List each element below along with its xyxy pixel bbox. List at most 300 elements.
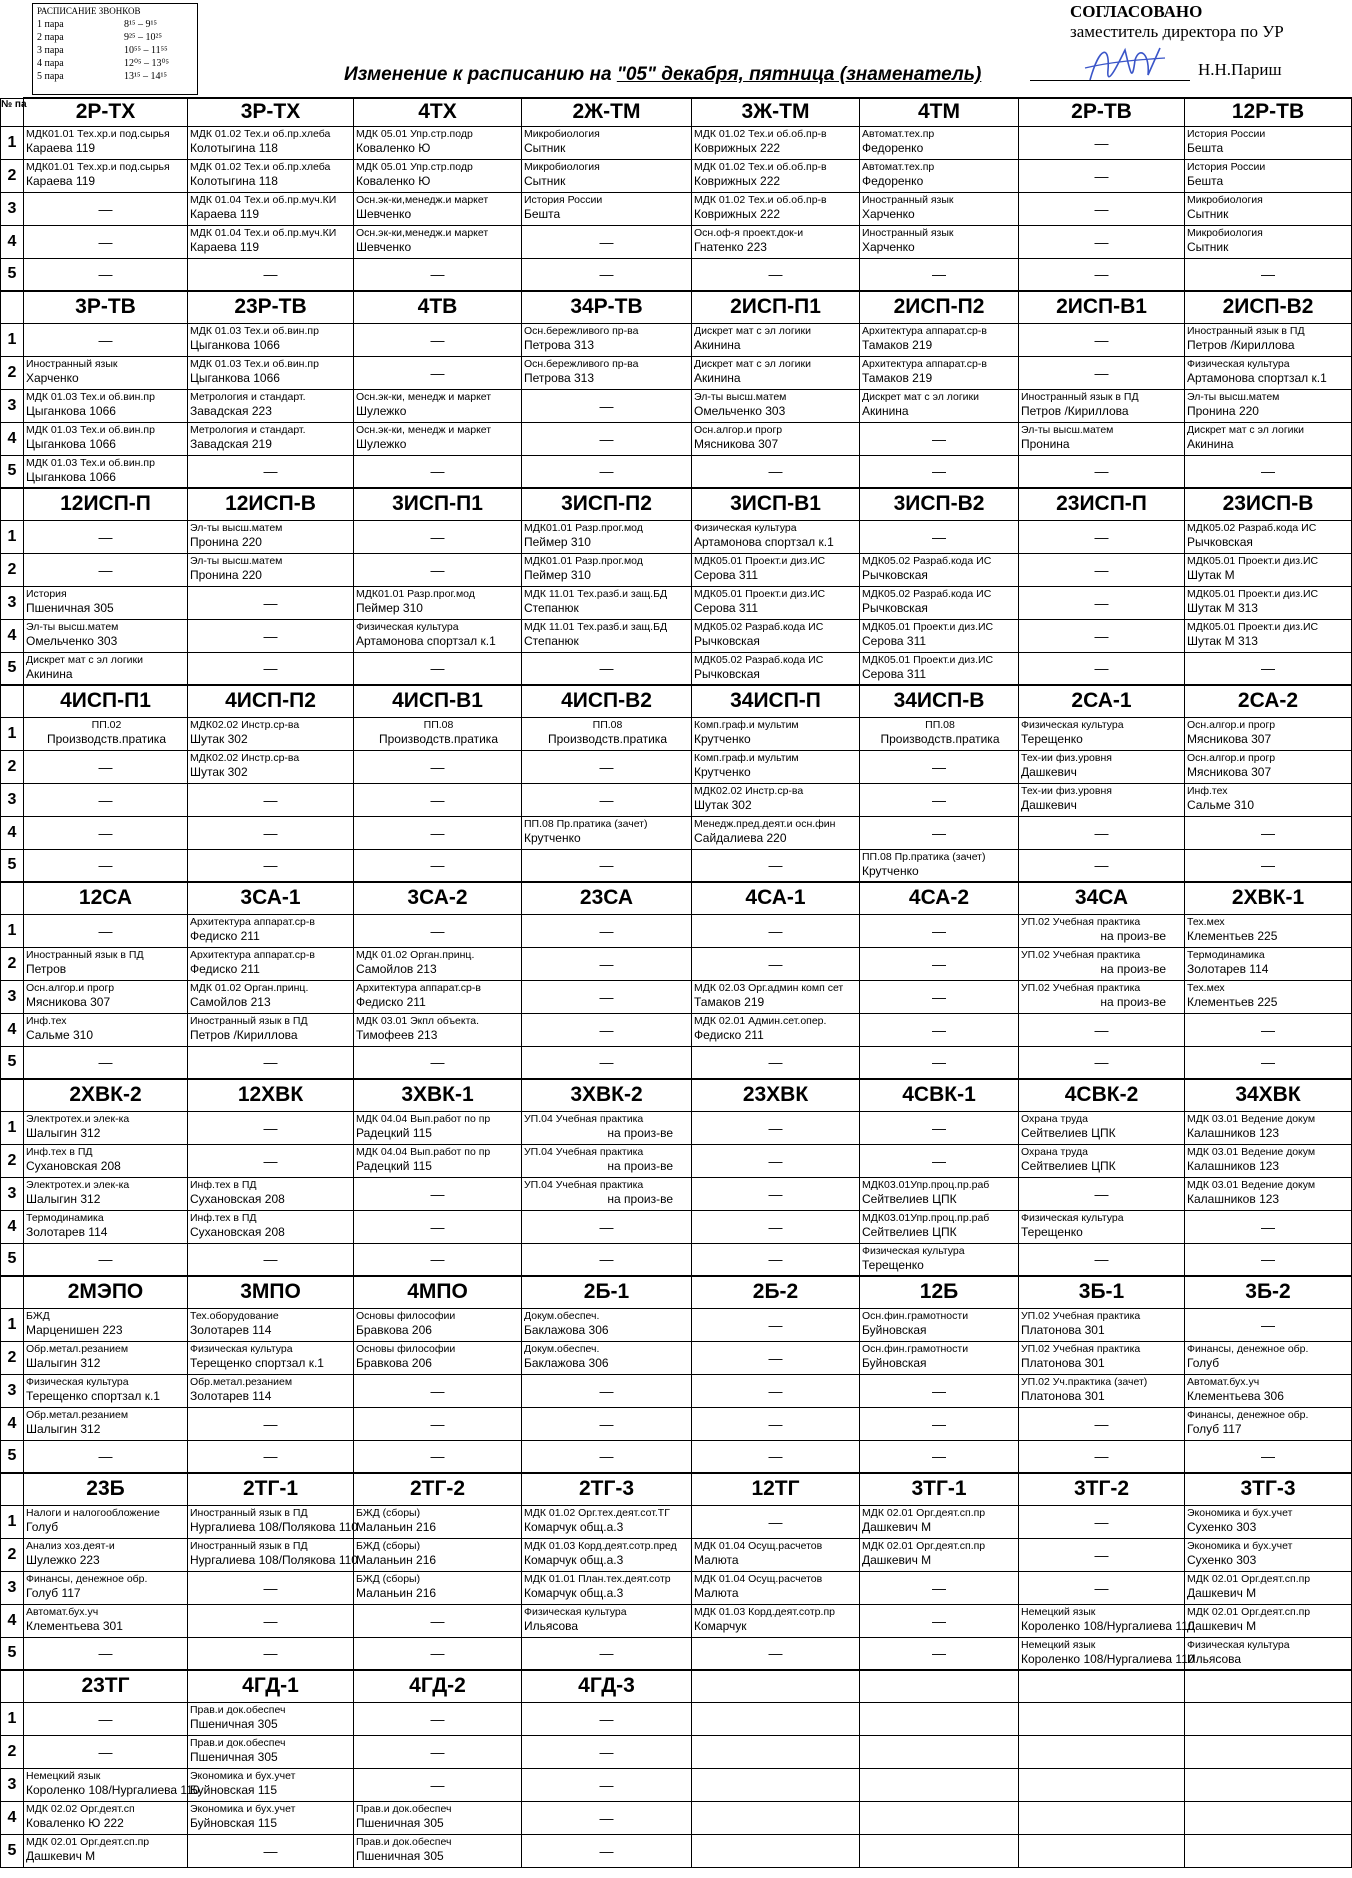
- lesson-subject: МДК05.01 Проект.и диз.ИС: [694, 587, 826, 600]
- lesson-subject: Дискрет мат с эл логики: [694, 324, 812, 337]
- lesson-cell: —: [522, 914, 692, 947]
- lesson-cell: [1019, 1735, 1185, 1768]
- lesson-subject: Физическая культура: [1187, 1638, 1290, 1651]
- lesson-subject: ПП.08: [925, 718, 955, 731]
- lesson-teacher-room: Золотарев 114: [1187, 961, 1269, 976]
- lesson-cell: [354, 1111, 522, 1144]
- lesson-subject: БЖД (сборы): [356, 1506, 421, 1519]
- lesson-cell: —: [1019, 126, 1185, 159]
- lesson-cell: —: [188, 816, 354, 849]
- lesson-cell: [692, 553, 860, 586]
- lesson-cell: [24, 389, 188, 422]
- lesson-cell: —: [692, 1243, 860, 1276]
- approval-position: заместитель директора по УР: [1070, 22, 1284, 41]
- lesson-teacher-room: Баклажова 306: [524, 1322, 609, 1337]
- lesson-cell: —: [692, 947, 860, 980]
- lesson-row: [1, 455, 1352, 488]
- lesson-subject: Физическая культура: [524, 1605, 627, 1618]
- lesson-subject: МДК 01.02 Тех.и об.об.пр-в: [694, 160, 827, 173]
- lesson-cell: —: [24, 553, 188, 586]
- lesson-subject: Инф.тех в ПД: [190, 1178, 257, 1191]
- lesson-cell: [24, 619, 188, 652]
- lesson-teacher-room: Шевченко: [356, 206, 412, 221]
- lesson-teacher-room: Степанюк: [524, 600, 579, 615]
- lesson-cell: [1185, 914, 1352, 947]
- pair-number: 5: [1, 455, 24, 488]
- lesson-subject: ПП.02: [91, 718, 122, 731]
- lesson-cell: —: [522, 1735, 692, 1768]
- lesson-subject: История: [26, 587, 67, 600]
- lesson-cell: [188, 192, 354, 225]
- lesson-teacher-room: Крутченко: [694, 731, 751, 746]
- lesson-teacher-room: Цыганкова 1066: [26, 403, 116, 418]
- lesson-teacher-room: Рычковская: [694, 666, 760, 681]
- lesson-cell: —: [1185, 1308, 1352, 1341]
- lesson-teacher-room: Пшеничная 305: [190, 1716, 278, 1731]
- lesson-subject: Немецкий язык: [1021, 1605, 1096, 1618]
- group-header-row: [1, 882, 1352, 914]
- lesson-cell: —: [692, 1341, 860, 1374]
- lesson-teacher-room: Голуб: [1187, 1355, 1220, 1370]
- lesson-subject: Финансы, денежное обр.: [26, 1572, 148, 1585]
- lesson-cell: [860, 1210, 1019, 1243]
- lesson-cell: —: [522, 455, 692, 488]
- lesson-cell: —: [188, 1604, 354, 1637]
- lesson-cell: [24, 1013, 188, 1046]
- lesson-row: [1, 520, 1352, 553]
- lesson-teacher-room: Ильясова: [524, 1618, 579, 1633]
- lesson-teacher-room: Дашкевич: [1021, 797, 1077, 812]
- lesson-row: [1, 1735, 1352, 1768]
- lesson-cell: —: [1185, 455, 1352, 488]
- lesson-teacher-room: Нургалиева 108/Полякова 110: [190, 1552, 358, 1567]
- lesson-subject: МДК02.02 Инстр.ср-ва: [190, 751, 300, 764]
- lesson-cell: —: [692, 1505, 860, 1538]
- lesson-subject: Налоги и налогообложение: [26, 1506, 160, 1519]
- lesson-cell: —: [24, 914, 188, 947]
- lesson-subject: Автомат.бух.уч: [26, 1605, 99, 1618]
- lesson-cell: [692, 1702, 860, 1735]
- lesson-cell: [188, 1702, 354, 1735]
- group-name: 4СВК-1: [860, 1079, 1019, 1111]
- lesson-row: [1, 619, 1352, 652]
- lesson-cell: —: [188, 783, 354, 816]
- lesson-subject: Осн.алгор.и прогр: [1187, 718, 1276, 731]
- lesson-subject: Экономика и бух.учет: [1187, 1539, 1293, 1552]
- lesson-cell: [1019, 980, 1185, 1013]
- lesson-subject: МДК01.01 Тех.хр.и под.сырья: [26, 160, 170, 173]
- lesson-cell: —: [1019, 1538, 1185, 1571]
- lesson-subject: Тех.мех: [1187, 915, 1225, 928]
- lesson-subject: Физическая культура: [1187, 357, 1290, 370]
- lesson-cell: —: [1019, 1440, 1185, 1473]
- lesson-subject: Финансы, денежное обр.: [1187, 1342, 1309, 1355]
- lesson-cell: —: [24, 258, 188, 291]
- lesson-subject: Экономика и бух.учет: [1187, 1506, 1293, 1519]
- lesson-teacher-room: Рычковская: [862, 567, 928, 582]
- bell-row: 1 пара 8¹⁵ – 9¹⁵: [37, 19, 157, 30]
- lesson-cell: [24, 1341, 188, 1374]
- pair-number: 1: [1, 1505, 24, 1538]
- lesson-teacher-room: Короленко 108/Нургалиева 110: [1021, 1651, 1195, 1666]
- lesson-subject: Эл-ты высш.матем: [190, 554, 283, 567]
- lesson-cell: [24, 1834, 188, 1867]
- lesson-subject: Иностранный язык: [26, 357, 118, 370]
- lesson-cell: [522, 356, 692, 389]
- lesson-teacher-room: Шутак 302: [190, 731, 248, 746]
- lesson-subject: Прав.и док.обеспеч: [190, 1736, 286, 1749]
- lesson-teacher-room: Завадская 219: [190, 436, 272, 451]
- lesson-row: [1, 1144, 1352, 1177]
- lesson-cell: [522, 586, 692, 619]
- lesson-teacher-room: Сайдалиева 220: [694, 830, 787, 845]
- lesson-teacher-room: Федиско 211: [356, 994, 426, 1009]
- pair-number-header: [1, 1276, 24, 1308]
- lesson-cell: [188, 225, 354, 258]
- group-name: 4ГД-3: [522, 1670, 692, 1702]
- lesson-cell: [24, 1407, 188, 1440]
- lesson-row: [1, 1013, 1352, 1046]
- lesson-row: [1, 1341, 1352, 1374]
- lesson-cell: —: [1019, 1407, 1185, 1440]
- lesson-teacher-room: Степанюк: [524, 633, 579, 648]
- lesson-cell: [522, 323, 692, 356]
- lesson-cell: [354, 717, 522, 750]
- lesson-cell: [692, 225, 860, 258]
- lesson-cell: [24, 1604, 188, 1637]
- lesson-teacher-room: Коврижных 222: [694, 173, 781, 188]
- lesson-subject: Иностранный язык в ПД: [190, 1539, 308, 1552]
- group-name: 34ХВК: [1185, 1079, 1352, 1111]
- lesson-subject: МДК 02.01 Орг.деят.сп.пр: [862, 1539, 986, 1552]
- lesson-subject: Дискрет мат с эл логики: [862, 390, 980, 403]
- lesson-cell: —: [522, 1801, 692, 1834]
- lesson-teacher-room: Петров /Кириллова: [190, 1027, 298, 1042]
- lesson-teacher-room: Петрова 313: [524, 337, 595, 352]
- lesson-teacher-room: Акинина: [694, 337, 741, 352]
- lesson-subject: Прав.и док.обеспеч: [356, 1835, 452, 1848]
- lesson-teacher-room: Коврижных 222: [694, 206, 781, 221]
- lesson-subject: Основы философии: [356, 1342, 456, 1355]
- lesson-teacher-room: Терещенко: [1021, 1224, 1083, 1239]
- lesson-cell: —: [24, 783, 188, 816]
- lesson-row: [1, 258, 1352, 291]
- lesson-subject: Архитектура аппарат.ср-в: [190, 948, 315, 961]
- group-name: 4ТХ: [354, 98, 522, 126]
- lesson-cell: —: [354, 783, 522, 816]
- lesson-cell: —: [522, 1440, 692, 1473]
- group-name: 3Р-ТХ: [188, 98, 354, 126]
- lesson-cell: —: [1019, 816, 1185, 849]
- lesson-row: [1, 1768, 1352, 1801]
- lesson-teacher-room: Комарчук общ.а.3: [524, 1519, 624, 1534]
- group-name: 12ХВК: [188, 1079, 354, 1111]
- group-name: 34СА: [1019, 882, 1185, 914]
- pair-number: 3: [1, 980, 24, 1013]
- lesson-subject: МДК01.01 Разр.прог.мод: [356, 587, 475, 600]
- lesson-cell: [1185, 717, 1352, 750]
- lesson-cell: [860, 586, 1019, 619]
- group-name: 4МПО: [354, 1276, 522, 1308]
- pair-number: 3: [1, 1374, 24, 1407]
- lesson-cell: [860, 652, 1019, 685]
- pair-number-header: [1, 685, 24, 717]
- lesson-teacher-room: Акинина: [26, 666, 73, 681]
- lesson-subject: Осн.бережливого пр-ва: [524, 324, 639, 337]
- lesson-cell: —: [1019, 652, 1185, 685]
- lesson-teacher-room: на произ-ве: [607, 1191, 673, 1206]
- lesson-cell: [1019, 1702, 1185, 1735]
- lesson-subject: Докум.обеспеч.: [524, 1342, 600, 1355]
- lesson-cell: —: [522, 1374, 692, 1407]
- lesson-teacher-room: Пронина 220: [190, 534, 262, 549]
- group-name: 4ИСП-П1: [24, 685, 188, 717]
- lesson-subject: Экономика и бух.учет: [190, 1769, 296, 1782]
- lesson-subject: Дискрет мат с эл логики: [26, 653, 144, 666]
- lesson-cell: [1185, 980, 1352, 1013]
- lesson-cell: [860, 1801, 1019, 1834]
- lesson-teacher-room: Серова 311: [862, 666, 927, 681]
- pair-number: 1: [1, 520, 24, 553]
- lesson-cell: —: [24, 1440, 188, 1473]
- group-name: 4ИСП-П2: [188, 685, 354, 717]
- lesson-subject: Осн.фин.грамотности: [862, 1342, 969, 1355]
- lesson-subject: МДК 05.01 Упр.стр.подр: [356, 127, 473, 140]
- lesson-subject: УП.02 Учебная практика: [1021, 915, 1141, 928]
- group-name: [1185, 1670, 1352, 1702]
- lesson-cell: —: [692, 1210, 860, 1243]
- lesson-teacher-room: Сальме 310: [1187, 797, 1255, 812]
- pair-number: 2: [1, 553, 24, 586]
- lesson-cell: —: [188, 652, 354, 685]
- lesson-cell: [24, 947, 188, 980]
- lesson-teacher-room: Шулежко: [356, 403, 407, 418]
- lesson-cell: [354, 192, 522, 225]
- group-name: 2ИСП-П2: [860, 291, 1019, 323]
- group-header-row: [1, 1276, 1352, 1308]
- lesson-subject: Охрана труда: [1021, 1145, 1088, 1158]
- lesson-cell: [354, 1571, 522, 1604]
- lesson-subject: МДК 04.04 Вып.работ по пр: [356, 1145, 491, 1158]
- lesson-subject: Тех-ии физ.уровня: [1021, 751, 1112, 764]
- lesson-subject: МДК 01.03 Корд.деят.сотр.пр: [694, 1605, 835, 1618]
- lesson-cell: [522, 553, 692, 586]
- group-name: 2ИСП-В2: [1185, 291, 1352, 323]
- lesson-cell: [1019, 717, 1185, 750]
- lesson-subject: ПП.08: [423, 718, 454, 731]
- lesson-teacher-room: Харченко: [26, 370, 79, 385]
- lesson-cell: [188, 553, 354, 586]
- lesson-cell: —: [188, 258, 354, 291]
- lesson-cell: [692, 520, 860, 553]
- lesson-cell: —: [1019, 225, 1185, 258]
- lesson-teacher-room: Шутак М 313: [1187, 600, 1258, 615]
- lesson-cell: [522, 1308, 692, 1341]
- lesson-cell: [188, 1210, 354, 1243]
- group-name: 4ТМ: [860, 98, 1019, 126]
- lesson-cell: —: [860, 1637, 1019, 1670]
- pair-number: 5: [1, 849, 24, 882]
- lesson-teacher-room: Крутченко: [694, 764, 751, 779]
- lesson-subject: Обр.метал.резанием: [190, 1375, 293, 1388]
- lesson-cell: —: [188, 1111, 354, 1144]
- lesson-cell: [860, 159, 1019, 192]
- lesson-subject: МДК 02.01 Орг.деят.сп.пр: [862, 1506, 986, 1519]
- pair-number: 2: [1, 1144, 24, 1177]
- group-name: 23ИСП-В: [1185, 488, 1352, 520]
- lesson-cell: —: [1019, 455, 1185, 488]
- lesson-subject: УП.04 Учебная практика: [524, 1112, 644, 1125]
- group-name: 4СВК-2: [1019, 1079, 1185, 1111]
- lesson-cell: —: [522, 1768, 692, 1801]
- lesson-teacher-room: Бравкова 206: [356, 1355, 432, 1370]
- lesson-teacher-room: Платонова 301: [1021, 1388, 1105, 1403]
- lesson-cell: —: [692, 1637, 860, 1670]
- bell-row: 2 пара 9²⁵ – 10²⁵: [37, 32, 162, 43]
- lesson-cell: —: [692, 1407, 860, 1440]
- lesson-subject: МДК05.01 Проект.и диз.ИС: [1187, 554, 1319, 567]
- lesson-teacher-room: Пеймер 310: [524, 567, 591, 582]
- lesson-cell: [24, 980, 188, 1013]
- lesson-cell: [1185, 1702, 1352, 1735]
- group-name: 12СА: [24, 882, 188, 914]
- lesson-cell: —: [24, 1046, 188, 1079]
- lesson-teacher-room: Буйновская: [862, 1355, 927, 1370]
- lesson-subject: МДК 01.03 Тех.и об.вин.пр: [26, 423, 155, 436]
- lesson-teacher-room: Харченко: [862, 239, 915, 254]
- lesson-subject: МДК 11.01 Тех.разб.и защ.БД: [524, 620, 668, 633]
- lesson-cell: —: [1019, 159, 1185, 192]
- lesson-teacher-room: Акинина: [862, 403, 909, 418]
- pair-number-header: [1, 488, 24, 520]
- lesson-teacher-room: Калашников 123: [1187, 1125, 1280, 1140]
- group-header-row: [1, 488, 1352, 520]
- pair-number: 5: [1, 652, 24, 685]
- lesson-subject: БЖД (сборы): [356, 1572, 421, 1585]
- lesson-cell: —: [188, 1440, 354, 1473]
- lesson-cell: [354, 1013, 522, 1046]
- lesson-subject: Немецкий язык: [26, 1769, 101, 1782]
- lesson-subject: Эл-ты высш.матем: [694, 390, 787, 403]
- lesson-teacher-room: Завадская 223: [190, 403, 272, 418]
- lesson-row: [1, 323, 1352, 356]
- lesson-teacher-room: Бравкова 206: [356, 1322, 432, 1337]
- pair-number: 2: [1, 947, 24, 980]
- lesson-cell: [1019, 947, 1185, 980]
- lesson-cell: —: [354, 1768, 522, 1801]
- lesson-subject: Иностранный язык в ПД: [190, 1014, 308, 1027]
- lesson-cell: —: [188, 1571, 354, 1604]
- lesson-subject: Осн.эк-ки,менедж.и маркет: [356, 193, 489, 206]
- lesson-cell: —: [354, 258, 522, 291]
- lesson-row: [1, 1571, 1352, 1604]
- lesson-subject: Эл-ты высш.матем: [190, 521, 283, 534]
- group-name: 3ТГ-2: [1019, 1473, 1185, 1505]
- lesson-subject: Архитектура аппарат.ср-в: [862, 324, 987, 337]
- lesson-row: [1, 389, 1352, 422]
- lesson-teacher-room: Бешта: [524, 206, 561, 221]
- lesson-subject: История России: [1187, 127, 1266, 140]
- lesson-row: [1, 1210, 1352, 1243]
- lesson-cell: —: [1019, 586, 1185, 619]
- lesson-cell: [860, 1243, 1019, 1276]
- lesson-subject: МДК05.01 Проект.и диз.ИС: [1187, 587, 1319, 600]
- group-name: 12Б: [860, 1276, 1019, 1308]
- lesson-cell: [692, 1013, 860, 1046]
- lesson-teacher-room: Караева 119: [190, 239, 260, 254]
- lesson-cell: [1185, 619, 1352, 652]
- lesson-teacher-room: Шутак М 313: [1187, 633, 1258, 648]
- lesson-cell: [188, 1768, 354, 1801]
- lesson-teacher-room: Дашкевич М: [862, 1519, 932, 1534]
- lesson-cell: —: [354, 1637, 522, 1670]
- pair-number: 3: [1, 192, 24, 225]
- pair-number: 5: [1, 1046, 24, 1079]
- lesson-teacher-room: Маланьин 216: [356, 1519, 437, 1534]
- lesson-teacher-room: Караева 119: [26, 140, 96, 155]
- group-name: 4ИСП-В1: [354, 685, 522, 717]
- group-name: 3ИСП-П2: [522, 488, 692, 520]
- lesson-cell: [188, 323, 354, 356]
- lesson-cell: [1019, 1144, 1185, 1177]
- lesson-cell: [354, 159, 522, 192]
- lesson-cell: [188, 520, 354, 553]
- lesson-cell: —: [24, 849, 188, 882]
- lesson-teacher-room: Федиско 211: [694, 1027, 764, 1042]
- pair-number: 2: [1, 1735, 24, 1768]
- pair-number: 5: [1, 1834, 24, 1867]
- lesson-cell: [860, 356, 1019, 389]
- lesson-teacher-room: Мясникова 307: [26, 994, 111, 1009]
- lesson-row: [1, 1177, 1352, 1210]
- lesson-subject: УП.02 Учебная практика: [1021, 1309, 1141, 1322]
- lesson-cell: —: [188, 1407, 354, 1440]
- lesson-cell: [692, 1768, 860, 1801]
- group-name: 2ТГ-2: [354, 1473, 522, 1505]
- lesson-subject: Иностранный язык в ПД: [1021, 390, 1139, 403]
- lesson-teacher-room: Дашкевич М: [1187, 1585, 1257, 1600]
- lesson-teacher-room: Шалыгин 312: [26, 1191, 101, 1206]
- lesson-teacher-room: Шутак 302: [694, 797, 752, 812]
- lesson-teacher-room: Коваленко Ю: [356, 173, 431, 188]
- group-name: 2ИСП-П1: [692, 291, 860, 323]
- lesson-cell: [692, 750, 860, 783]
- pair-number: 4: [1, 225, 24, 258]
- lesson-cell: [860, 1177, 1019, 1210]
- group-name: 3ИСП-В2: [860, 488, 1019, 520]
- lesson-row: [1, 1308, 1352, 1341]
- lesson-cell: [1019, 750, 1185, 783]
- lesson-teacher-room: Сейтвелиев ЦПК: [862, 1224, 957, 1239]
- lesson-subject: МДК05.02 Разраб.кода ИС: [862, 554, 992, 567]
- group-name: 3ТГ-3: [1185, 1473, 1352, 1505]
- lesson-cell: —: [354, 356, 522, 389]
- lesson-cell: —: [24, 323, 188, 356]
- group-name: 12ИСП-П: [24, 488, 188, 520]
- lesson-subject: Немецкий язык: [1021, 1638, 1096, 1651]
- lesson-row: [1, 947, 1352, 980]
- lesson-cell: —: [522, 389, 692, 422]
- lesson-subject: МДК05.01 Проект.и диз.ИС: [1187, 620, 1319, 633]
- lesson-cell: —: [692, 849, 860, 882]
- pair-number: 4: [1, 619, 24, 652]
- lesson-teacher-room: Пеймер 310: [524, 534, 591, 549]
- lesson-cell: [692, 586, 860, 619]
- lesson-cell: [522, 816, 692, 849]
- group-name: 4ИСП-В2: [522, 685, 692, 717]
- lesson-teacher-room: Марценишен 223: [26, 1322, 123, 1337]
- lesson-teacher-room: Цыганкова 1066: [190, 370, 280, 385]
